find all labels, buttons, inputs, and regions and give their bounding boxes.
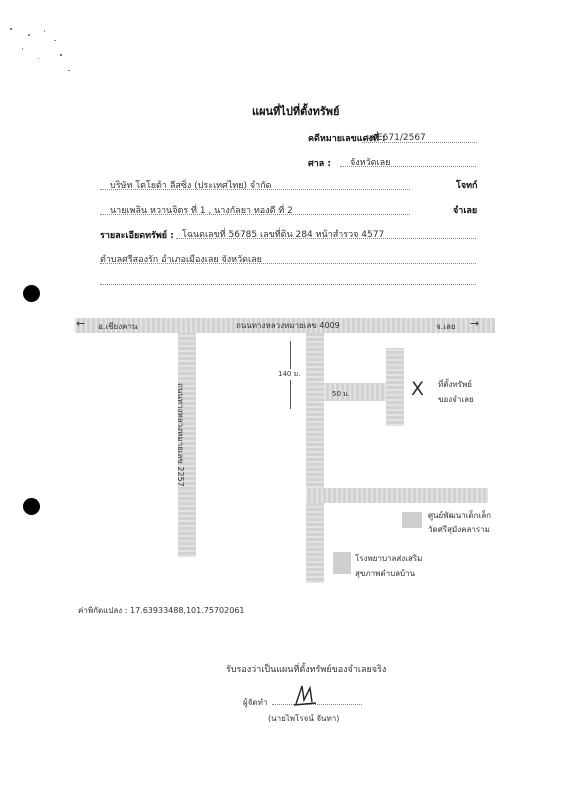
distance-vertical: 140 ม.: [278, 370, 301, 378]
signature-mark: [290, 682, 320, 708]
case-number-line: [362, 142, 477, 143]
direction-left: อ.เชียงคาน: [98, 322, 138, 331]
scan-speckles: [8, 26, 78, 86]
landmark1-building: [402, 512, 422, 528]
direction-right: จ.เลย: [436, 322, 456, 331]
plaintiff-line: [100, 189, 410, 190]
court-label: ศาล :: [308, 159, 332, 169]
court-line: [340, 166, 476, 167]
landmark2-line1: โรงพยาบาลส่งเสริม: [355, 554, 423, 563]
property-label-2: ของจำเลย: [438, 395, 474, 404]
court-value: จังหวัดเลย: [350, 158, 391, 168]
property-line3-rule: [100, 284, 476, 285]
binder-hole-bottom: [23, 498, 40, 515]
property-marker-icon: X: [411, 378, 425, 400]
binder-hole-top: [23, 285, 40, 302]
case-number-label: คดีหมายเลขแดงที่ :: [308, 134, 386, 144]
property-label-1: ที่ตั้งทรัพย์: [438, 380, 472, 389]
lower-road: [306, 488, 488, 503]
certify-text: รับรองว่าเป็นแผนที่ตั้งทรัพย์ของจำเลยจริง: [226, 665, 387, 675]
property-line2: ตำบลศรีสองรัก อำเภอเมืองเลย จังหวัดเลย: [100, 255, 262, 265]
property-lane: [386, 348, 404, 426]
defendant-role: จำเลย: [453, 206, 478, 216]
page-title: แผนที่ไปที่ตั้งทรัพย์: [252, 105, 340, 118]
distance-horizontal: 50 ม.: [332, 390, 350, 398]
plaintiff-name: บริษัท โตโยต้า ลีสซิ่ง (ประเทศไทย) จำกัด: [110, 181, 272, 191]
property-label: รายละเอียดทรัพย์ :: [100, 231, 174, 241]
coordinates: ค่าพิกัดแปลง : 17.63933488,101.75702061: [78, 606, 245, 615]
signer-label: ผู้จัดทำ: [243, 698, 268, 707]
landmark1-line1: ศูนย์พัฒนาเด็กเล็ก: [428, 511, 491, 520]
defendant-name: นายเพลิน หวานจิตร ที่ 1 , นางกัลยา ทองดี ที่ 2: [110, 206, 293, 216]
landmark2-line2: สุขภาพตำบลบ้าน: [355, 569, 416, 578]
case-number-value: ผบE671/2567: [366, 133, 426, 143]
arrow-left-icon: ←: [76, 317, 86, 330]
defendant-line: [100, 214, 410, 215]
property-line1: โฉนดเลขที่ 56785 เลขที่ดิน 284 หน้าสำรวจ 4577: [182, 230, 385, 240]
property-line1-rule: [176, 238, 476, 239]
arrow-right-icon: →: [470, 317, 480, 330]
plaintiff-role: โจทก์: [456, 181, 478, 191]
landmark1-line2: วัดศรีสุมังคลาราม: [428, 525, 490, 534]
side-road-label: ถนนทางหลวงหมายเลข 2257: [176, 383, 185, 487]
signer-name: (นายไพโรจน์ จันทา): [268, 714, 340, 723]
main-road-label: ถนนทางหลวงหมายเลข 4009: [236, 321, 340, 330]
middle-road: [306, 333, 324, 583]
property-line2-rule: [100, 263, 476, 264]
landmark2-building: [333, 552, 351, 574]
